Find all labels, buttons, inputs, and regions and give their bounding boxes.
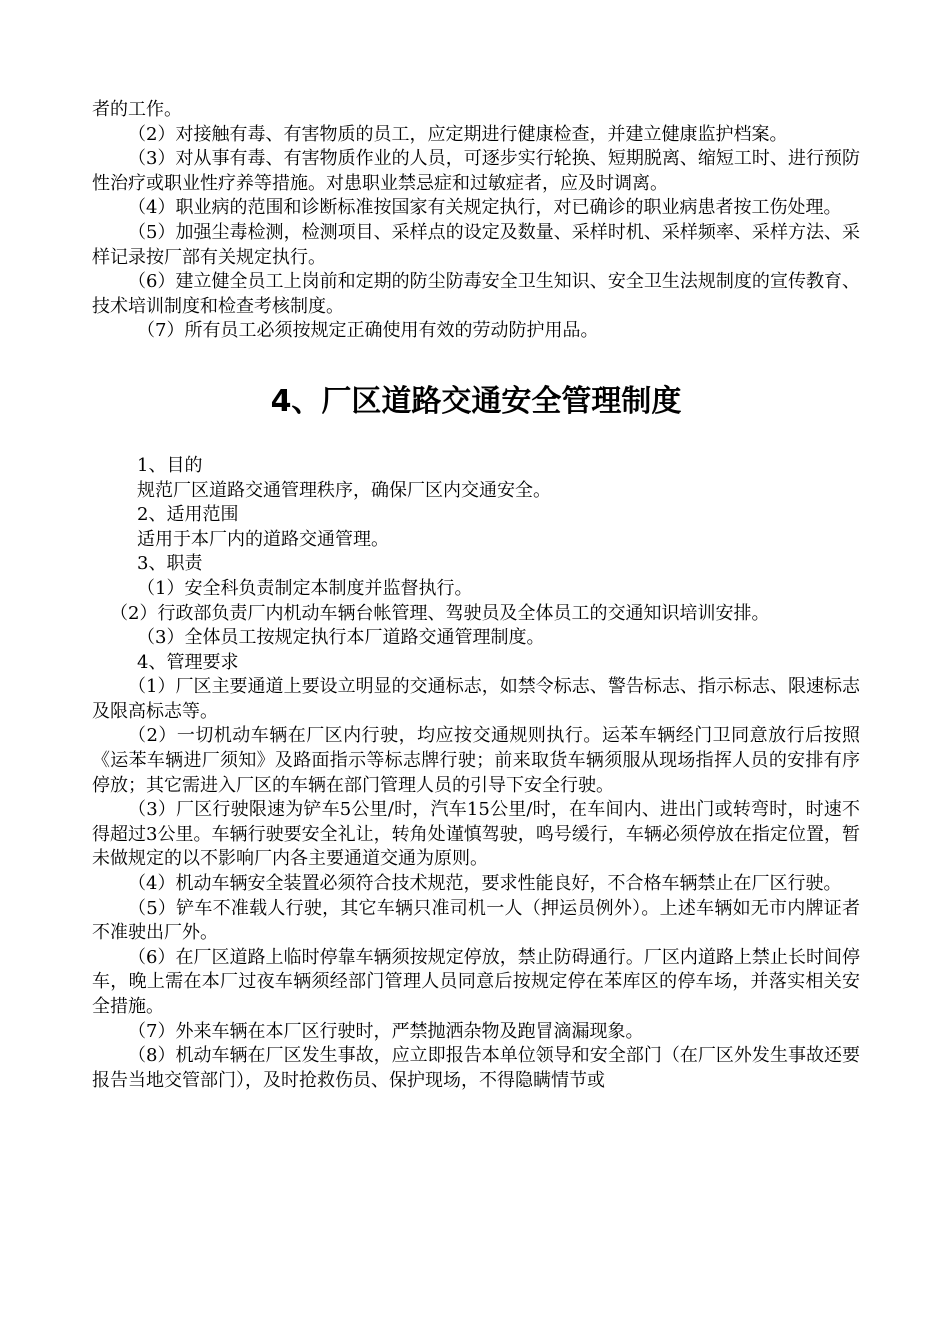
paragraph: 适用于本厂内的道路交通管理。 bbox=[137, 528, 389, 550]
paragraph: （8）机动车辆在厂区发生事故，应立即报告本单位领导和安全部门（在厂区外发生事故还要报告当地交管部门），及时抢救伤员、保护现场，不得隐瞒情节或 bbox=[92, 1045, 860, 1091]
paragraph: （2）对接触有毒、有害物质的员工，应定期进行健康检查，并建立健康监护档案。 bbox=[128, 123, 788, 145]
subheading: 2、适用范围 bbox=[137, 504, 239, 526]
paragraph: （6）建立健全员工上岗前和定期的防尘防毒安全卫生知识、安全卫生法规制度的宣传教育、技术培训制度和检查考核制度。 bbox=[92, 271, 860, 317]
section-title: 4、厂区道路交通安全管理制度 bbox=[270, 383, 682, 419]
paragraph: 者的工作。 bbox=[92, 99, 182, 120]
subheading: 3、职责 bbox=[137, 553, 203, 575]
paragraph: 规范厂区道路交通管理秩序，确保厂区内交通安全。 bbox=[137, 479, 551, 501]
paragraph: （4）职业病的范围和诊断标准按国家有关规定执行，对已确诊的职业病患者按工伤处理。 bbox=[128, 197, 842, 219]
paragraph: （5）加强尘毒检测，检测项目、采样点的设定及数量、采样时机、采样频率、采样方法、采样记录按厂部有关规定执行。 bbox=[92, 221, 860, 268]
paragraph: （5）铲车不准载人行驶，其它车辆只准司机一人（押运员例外）。上述车辆如无市内牌证者不准驶出厂外。 bbox=[92, 897, 860, 944]
document-page bbox=[92, 98, 860, 1093]
subheading: 1、目的 bbox=[137, 454, 203, 476]
paragraph: （3）厂区行驶限速为铲车5公里/时，汽车15公里/时，在车间内、进出门或转弯时，时速不得超过3公里。车辆行驶要安全礼让，转角处谨慎驾驶，鸣号缓行，车辆必须停放在指定位置，暂未做规定的以不影响厂内各主要通道交通为原则。 bbox=[92, 799, 860, 870]
paragraph: （7）所有员工必须按规定正确使用有效的劳动防护用品。 bbox=[137, 320, 599, 342]
paragraph: （3）全体员工按规定执行本厂道路交通管理制度。 bbox=[137, 627, 545, 649]
paragraph: （3）对从事有毒、有害物质作业的人员，可逐步实行轮换、短期脱离、缩短工时、进行预防性治疗或职业性疗养等措施。对患职业禁忌症和过敏症者，应及时调离。 bbox=[92, 148, 860, 194]
subheading: 4、管理要求 bbox=[137, 651, 239, 673]
paragraph: （4）机动车辆安全装置必须符合技术规范，要求性能良好，不合格车辆禁止在厂区行驶。 bbox=[128, 873, 842, 895]
paragraph: （2）一切机动车辆在厂区内行驶，均应按交通规则执行。运苯车辆经门卫同意放行后按照《运苯车辆进厂须知》及路面指示等标志牌行驶；前来取货车辆须服从现场指挥人员的安排有序停放；其它需进入厂区的车辆在部门管理人员的引导下安全行驶。 bbox=[92, 725, 860, 796]
paragraph: （6）在厂区道路上临时停靠车辆须按规定停放，禁止防碍通行。厂区内道路上禁止长时间停车，晚上需在本厂过夜车辆须经部门管理人员同意后按规定停在苯库区的停车场，并落实相关安全措施。 bbox=[92, 946, 860, 1017]
paragraph: （7）外来车辆在本厂区行驶时，严禁抛洒杂物及跑冒滴漏现象。 bbox=[128, 1020, 644, 1042]
paragraph: （1）安全科负责制定本制度并监督执行。 bbox=[137, 577, 473, 599]
paragraph: （1）厂区主要通道上要设立明显的交通标志，如禁令标志、警告标志、指示标志、限速标志及限高标志等。 bbox=[92, 676, 860, 722]
paragraph: （2）行政部负责厂内机动车辆台帐管理、驾驶员及全体员工的交通知识培训安排。 bbox=[110, 602, 770, 624]
